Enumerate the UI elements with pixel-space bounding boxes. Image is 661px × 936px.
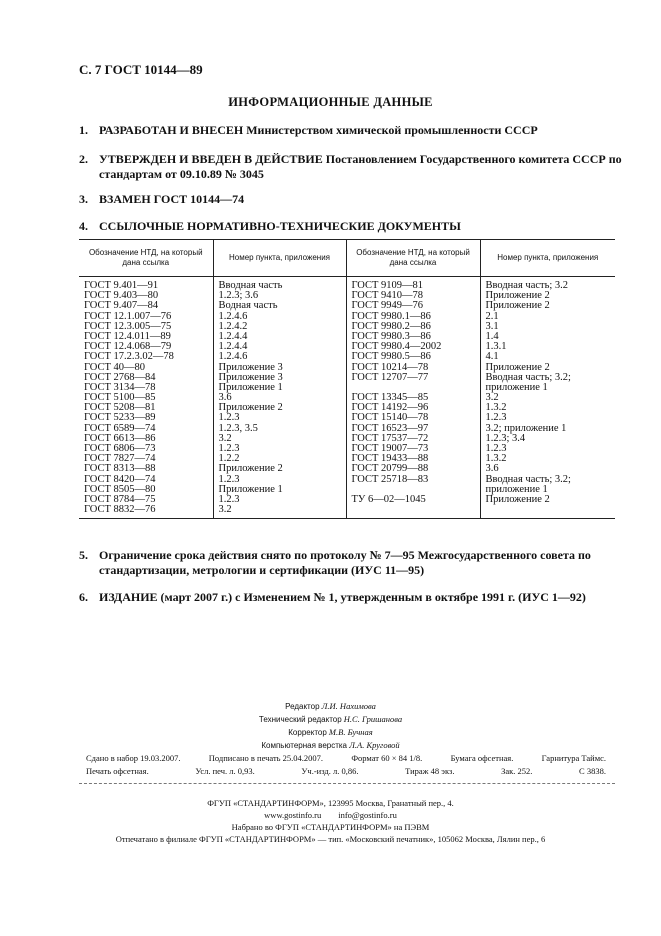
divider — [79, 783, 615, 784]
publishing-line-1: Сдано в набор 19.03.2007. Подписано в печать 25.04.2007. Формат 60 × 84 1/8. Бумага офсетная. Гарнитура Таймс. — [86, 753, 606, 763]
table-cell: ГОСТ 2768—84 — [84, 371, 156, 383]
table-cell: ГОСТ 19007—73 — [351, 443, 429, 454]
ntd-designation-column — [346, 277, 480, 519]
table-cell: 1.2.4.4 — [218, 341, 248, 353]
table-cell: ГОСТ 8420—74 — [84, 473, 156, 485]
section-number-column — [480, 277, 615, 519]
table-cell: ГОСТ 17.2.3.02—78 — [84, 351, 174, 363]
table-cell: ГОСТ 12.4.011—89 — [84, 330, 171, 342]
table-cell: ГОСТ 13345—85 — [351, 392, 429, 404]
table-cell: 1.2.3 — [485, 443, 507, 454]
page-header: С. 7 ГОСТ 10144—89 — [79, 62, 203, 77]
table-cell: 1.2.4.6 — [218, 351, 248, 363]
table-cell: ГОСТ 9.407—84 — [84, 300, 159, 312]
item-lead: ССЫЛОЧНЫЕ НОРМАТИВНО-ТЕХНИЧЕСКИЕ ДОКУМЕНТЫ — [99, 219, 461, 233]
table-cell: ГОСТ 15140—78 — [351, 412, 429, 424]
item-2 — [79, 152, 624, 182]
item-6 — [79, 590, 624, 605]
table-cell: Приложение 2 — [485, 290, 550, 302]
footer-line: ФГУП «СТАНДАРТИНФОРМ», 123995 Москва, Гранатный пер., 4. — [207, 798, 454, 808]
table-cell: ГОСТ 9410—78 — [351, 290, 424, 302]
table-cell: ГОСТ 9980.5—86 — [351, 351, 431, 363]
item-lead: УТВЕРЖДЕН И ВВЕДЕН В ДЕЙСТВИЕ — [99, 152, 323, 166]
table-cell: ГОСТ 19433—88 — [351, 453, 429, 465]
table-cell: 3.2 — [218, 504, 232, 516]
table-cell: Вводная часть; 3.2; — [485, 371, 571, 383]
table-cell: Приложение 2 — [218, 463, 283, 475]
table-cell: 3.2; приложение 1 — [485, 422, 567, 434]
table-cell: Приложение 2 — [218, 402, 283, 414]
table-cell: 1.2.3 — [485, 412, 507, 424]
table-cell: ГОСТ 6589—74 — [84, 422, 156, 434]
table-cell: 3.6 — [218, 392, 232, 404]
publishing-line-2: Печать офсетная. Усл. печ. л. 0,93. Уч.-изд. л. 0,86. Тираж 48 экз. Зак. 252. С 3838. — [86, 766, 606, 776]
table-cell: ГОСТ 16523—97 — [351, 422, 429, 434]
credit-layout: Компьютерная верстка Л.А. Круговой — [261, 740, 400, 750]
item-lead: ИЗДАНИЕ (март 2007 г.) с Изменением № 1, утвержденным в октябре 1991 г. (ИУС 1—92) — [99, 590, 586, 604]
section-number-column — [213, 277, 346, 519]
table-cell: ГОСТ 9980.2—86 — [351, 320, 431, 332]
table-cell: ГОСТ 9109—81 — [351, 280, 424, 291]
table-cell: ГОСТ 8832—76 — [84, 504, 156, 516]
table-cell: Приложение 2 — [485, 300, 550, 312]
table-cell: Приложение 2 — [485, 361, 550, 373]
item-lead: ВЗАМЕН ГОСТ 10144—74 — [99, 192, 245, 206]
footer-line: www.gostinfo.ru info@gostinfo.ru — [264, 810, 397, 820]
table-cell: ГОСТ 25718—83 — [351, 473, 429, 485]
table-cell: ГОСТ 40—80 — [84, 361, 146, 373]
table-cell: Приложение 2 — [485, 493, 550, 505]
table-cell: Приложение 3 — [218, 371, 283, 383]
publishing-info — [86, 752, 606, 778]
table-cell: 2.1 — [485, 310, 499, 322]
table-cell: 4.1 — [485, 351, 499, 363]
credit-corrector: Корректор М.В. Бучная — [288, 727, 373, 737]
table-cell: ГОСТ 17537—72 — [351, 432, 429, 444]
table-cell: ГОСТ 12.1.007—76 — [84, 310, 172, 322]
table-cell: ГОСТ 14192—96 — [351, 402, 429, 414]
footer-line: Отпечатано в филиале ФГУП «СТАНДАРТИНФОРМ» — тип. «Московский печатник», 105062 Москва, Лялин пер., 6 — [115, 834, 546, 844]
item-number: 6. — [79, 590, 88, 604]
item-lead: РАЗРАБОТАН И ВНЕСЕН — [99, 123, 244, 137]
credit-tech-editor: Технический редактор Н.С. Гришанова — [258, 714, 403, 724]
table-cell: Приложение 1 — [218, 483, 283, 495]
table-cell: Вводная часть — [218, 280, 283, 291]
item-3 — [79, 192, 624, 207]
credit-editor: Редактор Л.И. Нахимова — [285, 701, 376, 711]
table-cell: 1.2.3; 3.4 — [485, 432, 526, 444]
table-cell: приложение 1 — [485, 483, 548, 495]
table-cell: 1.3.1 — [485, 341, 507, 353]
table-cell: 3.2 — [485, 392, 499, 404]
item-number: 2. — [79, 152, 88, 166]
table-cell: ГОСТ 9980.1—86 — [351, 310, 431, 322]
table-cell: ГОСТ 12.3.005—75 — [84, 320, 172, 332]
table-cell: ГОСТ 8313—88 — [84, 463, 156, 475]
table-header-row — [79, 240, 615, 277]
table-cell: Водная часть — [218, 300, 278, 312]
table-cell — [352, 505, 476, 515]
table-cell: 1.3.2 — [485, 402, 507, 414]
credits-block — [0, 700, 661, 752]
table-cell: Вводная часть; 3.2; — [485, 473, 571, 485]
table-body-row — [79, 277, 615, 519]
table-cell: 1.2.4.6 — [218, 310, 248, 322]
column-header: Номер пункта, приложения — [480, 240, 615, 277]
ntd-reference-table — [79, 239, 615, 519]
item-number: 3. — [79, 192, 88, 206]
table-cell: 1.2.3 — [218, 473, 240, 485]
table-cell — [486, 505, 612, 515]
table-cell: ГОСТ 8784—75 — [84, 493, 156, 505]
table-cell: ТУ 6—02—1045 — [351, 493, 426, 505]
table-cell: ГОСТ 5233—89 — [84, 412, 156, 424]
footer-line: Набрано во ФГУП «СТАНДАРТИНФОРМ» на ПЭВМ — [231, 822, 430, 832]
table-cell: ГОСТ 12.4.068—79 — [84, 341, 172, 353]
table-cell: ГОСТ 7827—74 — [84, 453, 156, 465]
table-cell: 1.2.3; 3.6 — [218, 290, 259, 302]
table-cell: 1.3.2 — [485, 453, 507, 465]
item-lead: Ограничение срока действия снято по протоколу № 7—95 Межгосударственного совета по стандартизации, метрологии и сертификации (ИУС 11—95) — [99, 548, 591, 577]
table-cell: 1.2.4.4 — [218, 330, 248, 342]
column-header: Обозначение НТД, на который дана ссылка — [346, 240, 480, 277]
table-cell: 3.6 — [485, 463, 499, 475]
table-cell: 3.1 — [485, 320, 499, 332]
table-cell: 3.2 — [218, 432, 232, 444]
item-4 — [79, 219, 624, 234]
table-cell: 1.2.2 — [218, 453, 240, 465]
table-cell: 1.2.3, 3.5 — [218, 422, 258, 434]
table-cell: 1.2.3 — [218, 412, 240, 424]
table-cell: 1.2.4.2 — [218, 320, 248, 332]
item-text: Постановлением Государственного комитета СССР по стандартам от 09.10.89 № 3045 — [99, 152, 622, 181]
table-cell: ГОСТ 9980.4—2002 — [351, 341, 442, 353]
item-number: 4. — [79, 219, 88, 233]
table-cell: ГОСТ 8505—80 — [84, 483, 156, 495]
item-5 — [79, 548, 624, 578]
item-1 — [79, 123, 624, 138]
table-cell: ГОСТ 20799—88 — [351, 463, 429, 475]
table-cell: 1.4 — [485, 330, 499, 342]
column-header: Обозначение НТД, на который дана ссылка — [79, 240, 213, 277]
table-cell: ГОСТ 9.401—91 — [84, 280, 159, 291]
column-header: Номер пункта, приложения — [213, 240, 346, 277]
page-title: ИНФОРМАЦИОННЫЕ ДАННЫЕ — [228, 95, 433, 109]
item-number: 5. — [79, 548, 88, 562]
table-cell: ГОСТ 10214—78 — [351, 361, 429, 373]
table-cell: ГОСТ 6613—86 — [84, 432, 156, 444]
table-cell: Приложение 3 — [218, 361, 283, 373]
ntd-designation-column — [79, 277, 213, 519]
footer-block — [0, 797, 661, 845]
table-cell: Вводная часть; 3.2 — [485, 280, 569, 291]
table-cell: 1.2.3 — [218, 443, 240, 454]
table-cell: Приложение 1 — [218, 381, 283, 393]
table-cell: ГОСТ 3134—78 — [84, 381, 156, 393]
table-cell: ГОСТ 5208—81 — [84, 402, 156, 414]
table-cell: ГОСТ 9980.3—86 — [351, 330, 431, 342]
table-cell: ГОСТ 6806—73 — [84, 443, 156, 454]
table-cell: приложение 1 — [485, 381, 548, 393]
item-number: 1. — [79, 123, 88, 137]
table-cell: 1.2.3 — [218, 493, 240, 505]
table-cell: ГОСТ 9949—76 — [351, 300, 424, 312]
table-cell: ГОСТ 12707—77 — [351, 371, 429, 383]
table-cell: ГОСТ 9.403—80 — [84, 290, 159, 302]
table-cell: ГОСТ 5100—85 — [84, 392, 156, 404]
item-text: Министерством химической промышленности СССР — [243, 123, 538, 137]
